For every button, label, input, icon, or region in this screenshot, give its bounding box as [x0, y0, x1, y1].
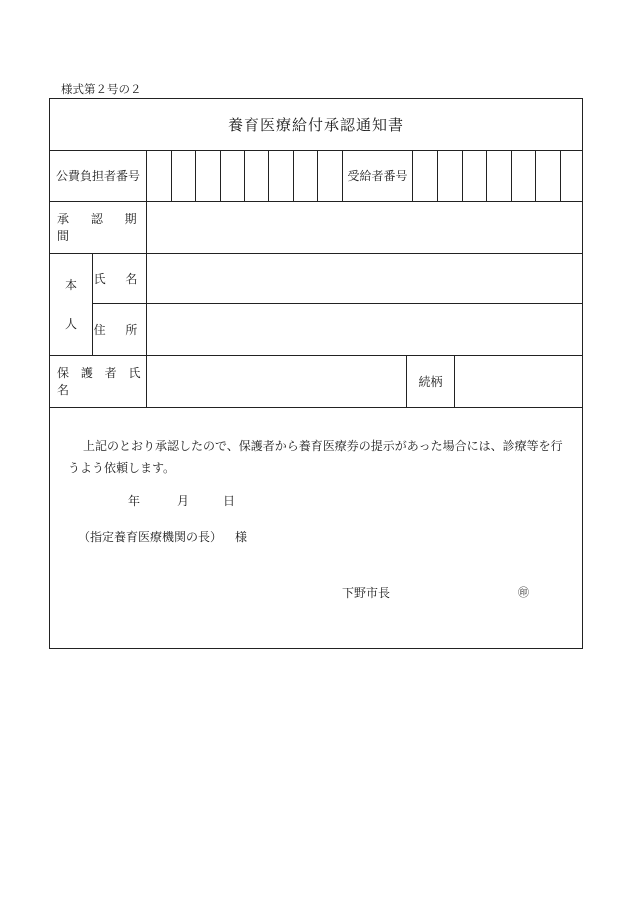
address-row: [93, 304, 582, 355]
digit-divider: [535, 150, 536, 201]
digit-divider: [293, 150, 294, 201]
approval-period-label: 承 認 期 間: [57, 212, 146, 243]
recipient-number-label-cell: [343, 150, 413, 201]
date-year: 年: [128, 494, 141, 508]
public-payer-number-label-cell: [50, 150, 147, 201]
name-row: [93, 253, 582, 304]
recipient-number-label: 受給者番号: [347, 169, 408, 183]
relationship-label: 続柄: [418, 374, 443, 389]
approval-period-label-cell: [50, 201, 147, 253]
digit-divider: [462, 150, 463, 201]
digit-divider: [220, 150, 221, 201]
form-title-row: [50, 99, 582, 151]
form-number: 様式第２号の２: [61, 82, 142, 96]
addressee-org: （指定養育医療機関の長）: [78, 530, 223, 544]
person-label-cell: [50, 253, 93, 355]
person-label-char-2: 人: [64, 317, 77, 331]
approval-period-row: [50, 201, 582, 254]
digit-divider: [317, 150, 318, 201]
recipient-number-boxes[interactable]: [413, 150, 583, 201]
date-day: 日: [223, 494, 236, 508]
name-label-cell: [93, 253, 147, 303]
digit-divider: [268, 150, 269, 201]
approval-period-field[interactable]: [147, 201, 582, 253]
notice-body: [50, 407, 582, 648]
person-fields: [93, 253, 582, 355]
issuer-name: 下野市長: [342, 586, 391, 600]
digit-divider: [244, 150, 245, 201]
public-payer-number-boxes[interactable]: [147, 150, 343, 201]
digit-divider: [195, 150, 196, 201]
address-label: 住 所: [93, 323, 146, 337]
approval-notice-form: [49, 98, 583, 649]
guardian-row: [50, 355, 582, 408]
digit-divider: [486, 150, 487, 201]
digit-divider: [560, 150, 561, 201]
addressee-honorific: 様: [235, 530, 248, 544]
form-title: 養育医療給付承認通知書: [227, 116, 404, 134]
seal-mark: ㊞: [518, 586, 529, 599]
notice-paragraph: 上記のとおり承認したので、保護者から養育医療券の提示があった場合には、診療等を行うよう依頼します。: [68, 439, 563, 475]
person-block: [50, 253, 582, 356]
relationship-label-cell: [407, 355, 455, 407]
numbers-row: [50, 150, 582, 202]
address-label-cell: [93, 304, 147, 355]
guardian-name-field[interactable]: [147, 355, 407, 407]
relationship-field[interactable]: [455, 355, 582, 407]
date-month: 月: [177, 494, 190, 508]
guardian-name-label-cell: [50, 355, 147, 407]
name-field[interactable]: [147, 253, 582, 303]
guardian-name-label: 保 護 者 氏 名: [57, 366, 145, 397]
digit-divider: [171, 150, 172, 201]
address-field[interactable]: [147, 304, 582, 355]
digit-divider: [511, 150, 512, 201]
digit-divider: [437, 150, 438, 201]
public-payer-number-label: 公費負担者番号: [55, 169, 140, 183]
name-label: 氏 名: [93, 271, 146, 286]
person-label-char-1: 本: [64, 278, 77, 292]
